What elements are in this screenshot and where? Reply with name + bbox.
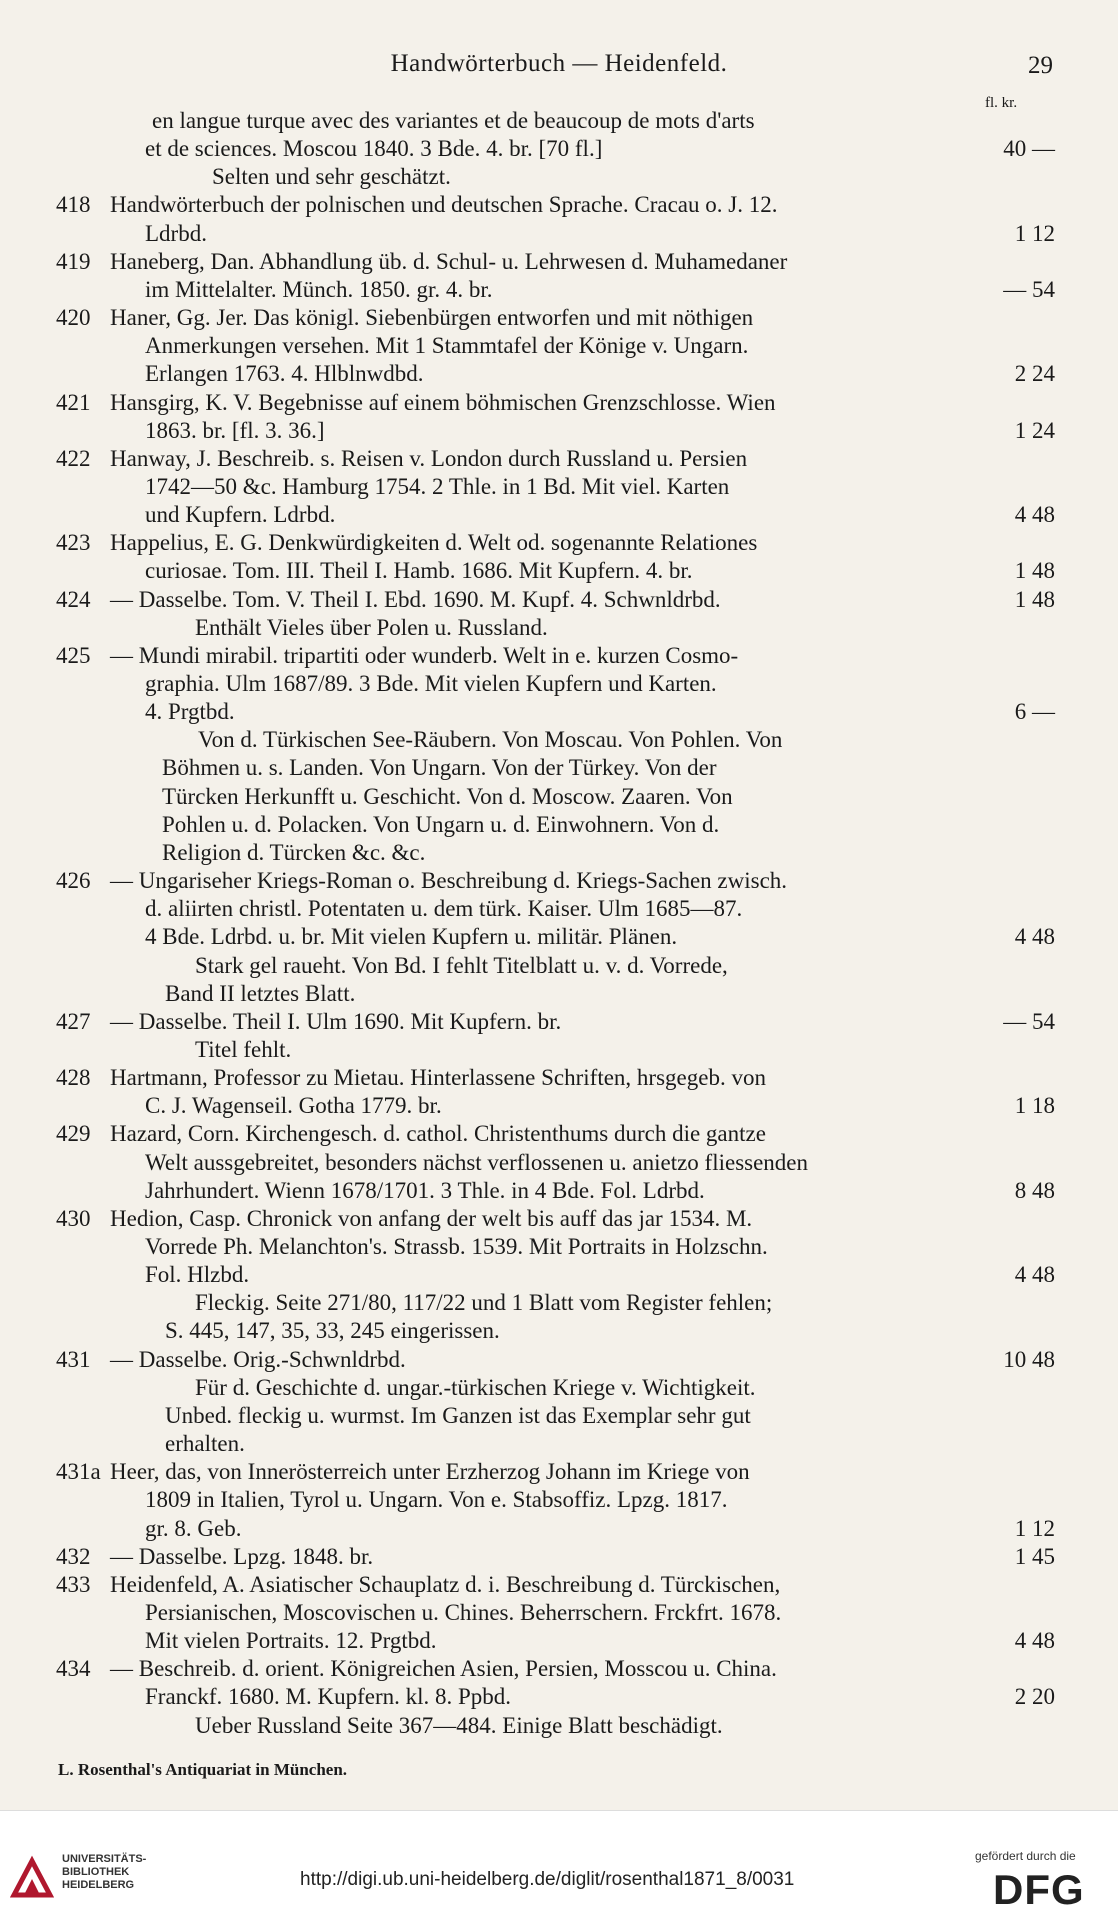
entry-text: — Dasselbe. Lpzg. 1848. br. bbox=[110, 1543, 374, 1569]
entry-text: Von d. Türkischen See-Räubern. Von Moscau. Von Pohlen. Von bbox=[198, 727, 783, 753]
institution-line: HEIDELBERG bbox=[62, 1879, 135, 1891]
entry-text: Jahrhundert. Wienn 1678/1701. 3 Thle. in 4 Bde. Fol. Ldrbd. bbox=[145, 1177, 705, 1203]
entry-text: 1809 in Italien, Tyrol u. Ungarn. Von e. Stabsoffiz. Lpzg. 1817. bbox=[145, 1487, 728, 1513]
catalog-line bbox=[0, 1684, 1118, 1714]
entry-price: 40 — bbox=[1003, 136, 1055, 162]
catalog-line bbox=[0, 1121, 1118, 1151]
entry-text: Persianischen, Moscovischen u. Chines. Beherrschern. Frckfrt. 1678. bbox=[145, 1599, 782, 1625]
entry-price: 4 48 bbox=[1014, 1628, 1055, 1654]
entry-text: — Mundi mirabil. tripartiti oder wunderb. Welt in e. kurzen Cosmo- bbox=[110, 642, 739, 668]
institution-name bbox=[62, 1853, 146, 1892]
entry-text: Erlangen 1763. 4. Hlblnwdbd. bbox=[145, 361, 424, 387]
catalog-line bbox=[0, 896, 1118, 926]
entry-price: 1 24 bbox=[1014, 417, 1055, 443]
entry-price: 4 48 bbox=[1014, 1262, 1055, 1288]
catalog-line bbox=[0, 1234, 1118, 1264]
entry-text: 4 Bde. Ldrbd. u. br. Mit vielen Kupfern u. militär. Plänen. bbox=[145, 924, 678, 950]
entry-text: erhalten. bbox=[165, 1431, 245, 1457]
catalog-line bbox=[0, 868, 1118, 898]
catalog-line bbox=[0, 1713, 1118, 1743]
entry-text: Heidenfeld, A. Asiatischer Schauplatz d. i. Beschreibung d. Türckischen, bbox=[110, 1571, 781, 1597]
entry-text: et de sciences. Moscou 1840. 3 Bde. 4. br. [70 fl.] bbox=[145, 136, 603, 162]
catalog-line bbox=[0, 1572, 1118, 1602]
catalog-line bbox=[0, 530, 1118, 560]
entry-text: Fleckig. Seite 271/80, 117/22 und 1 Blatt vom Register fehlen; bbox=[195, 1290, 773, 1316]
catalog-line bbox=[0, 587, 1118, 617]
entry-text: Pohlen u. d. Polacken. Von Ungarn u. d. Einwohnern. Von d. bbox=[162, 811, 720, 837]
catalog-line bbox=[0, 164, 1118, 194]
entry-price: 1 48 bbox=[1014, 586, 1055, 612]
catalog-line bbox=[0, 502, 1118, 532]
entry-text: Selten und sehr geschätzt. bbox=[212, 164, 451, 190]
entry-text: Böhmen u. s. Landen. Von Ungarn. Von der Türkey. Von der bbox=[162, 755, 717, 781]
entry-text: graphia. Ulm 1687/89. 3 Bde. Mit vielen Kupfern und Karten. bbox=[145, 671, 717, 696]
entry-text: en langue turque avec des variantes et de beaucoup de mots d'arts bbox=[152, 108, 755, 133]
entry-text: im Mittelalter. Münch. 1850. gr. 4. br. bbox=[145, 276, 493, 302]
catalog-line bbox=[0, 1065, 1118, 1095]
entry-text: Titel fehlt. bbox=[195, 1036, 292, 1062]
entry-text: 1863. br. [fl. 3. 36.] bbox=[145, 417, 325, 443]
entry-text: 4. Prgtbd. bbox=[145, 699, 235, 725]
publisher-footer: L. Rosenthal's Antiquariat in München. bbox=[58, 1760, 348, 1779]
entry-text: Ueber Russland Seite 367—484. Einige Blatt beschädigt. bbox=[195, 1712, 723, 1738]
catalog-line bbox=[0, 221, 1118, 251]
entry-text: Enthält Vieles über Polen u. Russland. bbox=[195, 614, 548, 640]
entry-price: 1 45 bbox=[1014, 1543, 1055, 1569]
entry-text: Für d. Geschichte d. ungar.-türkischen Kriege v. Wichtigkeit. bbox=[195, 1374, 756, 1400]
entry-number: 430 bbox=[56, 1205, 91, 1231]
entry-price: 4 48 bbox=[1014, 924, 1055, 950]
catalog-line bbox=[0, 361, 1118, 391]
entry-number: 431 bbox=[56, 1346, 91, 1372]
entry-text: Franckf. 1680. M. Kupfern. kl. 8. Ppbd. bbox=[145, 1684, 512, 1710]
catalog-line bbox=[0, 812, 1118, 842]
catalog-line bbox=[0, 1656, 1118, 1686]
entry-text: Stark gel raueht. Von Bd. I fehlt Titelblatt u. v. d. Vorrede, bbox=[195, 952, 728, 978]
catalog-line bbox=[0, 1600, 1118, 1630]
catalog-line bbox=[0, 418, 1118, 448]
catalog-line bbox=[0, 1262, 1118, 1292]
catalog-line bbox=[0, 192, 1118, 222]
entry-price: 2 24 bbox=[1014, 361, 1055, 387]
entry-text: S. 445, 147, 35, 33, 245 eingerissen. bbox=[165, 1318, 500, 1344]
permalink-url[interactable]: http://digi.ub.uni-heidelberg.de/diglit/rosenthal1871_8/0031 bbox=[300, 1869, 795, 1890]
institution-line: BIBLIOTHEK bbox=[62, 1866, 130, 1878]
entry-text: — Ungariseher Kriegs-Roman o. Beschreibung d. Kriegs-Sachen zwisch. bbox=[110, 868, 788, 894]
entry-text: — Dasselbe. Orig.-Schwnldrbd. bbox=[110, 1346, 406, 1372]
entry-price: 1 18 bbox=[1014, 1093, 1055, 1119]
page-header-title: Handwörterbuch — Heidenfeld. bbox=[390, 50, 728, 77]
entry-number: 421 bbox=[56, 389, 91, 415]
catalog-line bbox=[0, 390, 1118, 420]
catalog-line bbox=[0, 1178, 1118, 1208]
entry-number: 434 bbox=[56, 1656, 91, 1682]
catalog-line bbox=[0, 1544, 1118, 1574]
dfg-logo: DFG bbox=[993, 1866, 1085, 1913]
entry-price: 8 48 bbox=[1014, 1177, 1055, 1203]
entry-text: curiosae. Tom. III. Theil I. Hamb. 1686. Mit Kupfern. 4. br. bbox=[145, 558, 693, 584]
catalog-line bbox=[0, 277, 1118, 307]
entry-number: 423 bbox=[56, 530, 91, 556]
entry-text: Fol. Hlzbd. bbox=[145, 1262, 250, 1288]
entry-text: Haner, Gg. Jer. Das königl. Siebenbürgen entworfen und mit nöthigen bbox=[110, 305, 754, 331]
viewer-footer-bar bbox=[0, 1810, 1118, 1919]
entry-text: Hedion, Casp. Chronick von anfang der welt bis auff das jar 1534. M. bbox=[110, 1205, 753, 1231]
catalog-line bbox=[0, 1206, 1118, 1236]
catalog-line bbox=[0, 1037, 1118, 1067]
entry-text: — Beschreib. d. orient. Königreichen Asien, Persien, Mosscou u. China. bbox=[110, 1656, 777, 1682]
entry-text: gr. 8. Geb. bbox=[145, 1515, 242, 1541]
entry-text: Handwörterbuch der polnischen und deutschen Sprache. Cracau o. J. 12. bbox=[110, 192, 778, 218]
entry-text: Hazard, Corn. Kirchengesch. d. cathol. Christenthums durch die gantze bbox=[110, 1121, 766, 1147]
catalog-line bbox=[0, 1347, 1118, 1377]
catalog-line bbox=[0, 643, 1118, 673]
entry-number: 419 bbox=[56, 248, 91, 274]
entry-text: Happelius, E. G. Denkwürdigkeiten d. Welt od. sogenannte Relationes bbox=[110, 530, 758, 556]
entry-text: Religion d. Türcken &c. &c. bbox=[162, 839, 426, 865]
catalog-line bbox=[0, 446, 1118, 476]
entry-number: 431a bbox=[56, 1459, 101, 1485]
entry-text: — Dasselbe. Theil I. Ulm 1690. Mit Kupfern. br. bbox=[110, 1008, 562, 1034]
entry-number: 418 bbox=[56, 192, 91, 218]
entry-text: Anmerkungen versehen. Mit 1 Stammtafel der Könige v. Ungarn. bbox=[145, 333, 749, 359]
entry-number: 420 bbox=[56, 305, 91, 331]
entry-text: Mit vielen Portraits. 12. Prgtbd. bbox=[145, 1628, 437, 1654]
catalog-line bbox=[0, 136, 1118, 166]
catalog-line bbox=[0, 1403, 1118, 1433]
catalog-line bbox=[0, 305, 1118, 335]
catalog-line bbox=[0, 1516, 1118, 1546]
entry-text: Heer, das, von Innerösterreich unter Erzherzog Johann im Kriege von bbox=[110, 1459, 750, 1485]
catalog-line bbox=[0, 474, 1118, 504]
institution-line: UNIVERSITÄTS- bbox=[62, 1853, 147, 1865]
entry-text: Hansgirg, K. V. Begebnisse auf einem böhmischen Grenzschlosse. Wien bbox=[110, 389, 776, 415]
catalog-line bbox=[0, 1431, 1118, 1461]
entry-text: Band II letztes Blatt. bbox=[165, 980, 356, 1006]
catalog-line bbox=[0, 558, 1118, 588]
page-number: 29 bbox=[1028, 52, 1053, 79]
entry-text: 1742—50 &c. Hamburg 1754. 2 Thle. in 1 Bd. Mit viel. Karten bbox=[145, 473, 730, 499]
funder-label: gefördert durch die bbox=[975, 1849, 1076, 1863]
catalog-line bbox=[0, 1009, 1118, 1039]
catalog-line bbox=[0, 699, 1118, 729]
entry-number: 426 bbox=[56, 868, 91, 894]
entry-text: Vorrede Ph. Melanchton's. Strassb. 1539. Mit Portraits in Holzschn. bbox=[145, 1234, 768, 1259]
catalog-line bbox=[0, 1093, 1118, 1123]
entry-price: 4 48 bbox=[1014, 502, 1055, 528]
entry-price: — 54 bbox=[1003, 276, 1055, 302]
entry-number: 427 bbox=[56, 1008, 91, 1034]
currency-header: fl. kr. bbox=[985, 95, 1018, 111]
catalog-line bbox=[0, 727, 1118, 757]
entry-number: 429 bbox=[56, 1121, 91, 1147]
catalog-line bbox=[0, 249, 1118, 279]
entry-number: 428 bbox=[56, 1065, 91, 1091]
entry-text: Ldrbd. bbox=[145, 220, 207, 246]
entry-price: 1 12 bbox=[1014, 1515, 1055, 1541]
entry-number: 425 bbox=[56, 642, 91, 668]
entry-price: 1 12 bbox=[1014, 220, 1055, 246]
catalog-line bbox=[0, 1375, 1118, 1405]
entry-number: 432 bbox=[56, 1543, 91, 1569]
entry-text: — Dasselbe. Tom. V. Theil I. Ebd. 1690. M. Kupf. 4. Schwnldrbd. bbox=[110, 586, 721, 612]
catalog-line bbox=[0, 1318, 1118, 1348]
catalog-line bbox=[0, 924, 1118, 954]
catalog-line bbox=[0, 1150, 1118, 1180]
entry-text: und Kupfern. Ldrbd. bbox=[145, 502, 336, 528]
catalog-line bbox=[0, 953, 1118, 983]
university-library-logo-icon bbox=[10, 1855, 54, 1899]
catalog-line bbox=[0, 755, 1118, 785]
entry-price: 6 — bbox=[1014, 699, 1055, 725]
entry-price: 1 48 bbox=[1014, 558, 1055, 584]
catalog-line bbox=[0, 615, 1118, 645]
catalog-line bbox=[0, 671, 1118, 701]
catalog-line bbox=[0, 1628, 1118, 1658]
entry-price: 10 48 bbox=[1003, 1346, 1055, 1372]
catalog-line bbox=[0, 108, 1118, 138]
catalog-line bbox=[0, 1290, 1118, 1320]
entry-text: Unbed. fleckig u. wurmst. Im Ganzen ist das Exemplar sehr gut bbox=[165, 1402, 751, 1428]
entry-text: Welt aussgebreitet, besonders nächst verflossenen u. anietzo fliessenden bbox=[145, 1149, 809, 1175]
catalog-line bbox=[0, 333, 1118, 363]
catalog-line bbox=[0, 981, 1118, 1011]
entry-text: d. aliirten christl. Potentaten u. dem türk. Kaiser. Ulm 1685—87. bbox=[145, 896, 743, 922]
catalog-line bbox=[0, 784, 1118, 814]
catalog-line bbox=[0, 1459, 1118, 1489]
entry-number: 422 bbox=[56, 445, 91, 471]
entry-price: 2 20 bbox=[1014, 1684, 1055, 1710]
catalog-line bbox=[0, 840, 1118, 870]
entry-text: Haneberg, Dan. Abhandlung üb. d. Schul- u. Lehrwesen d. Muhamedaner bbox=[110, 248, 788, 274]
entry-text: C. J. Wagenseil. Gotha 1779. br. bbox=[145, 1093, 442, 1119]
catalog-line bbox=[0, 1487, 1118, 1517]
entry-number: 433 bbox=[56, 1571, 91, 1597]
entry-price: — 54 bbox=[1003, 1008, 1055, 1034]
entry-text: Türcken Herkunfft u. Geschicht. Von d. Moscow. Zaaren. Von bbox=[162, 783, 733, 809]
entry-text: Hanway, J. Beschreib. s. Reisen v. London durch Russland u. Persien bbox=[110, 445, 748, 471]
entry-text: Hartmann, Professor zu Mietau. Hinterlassene Schriften, hrsgegeb. von bbox=[110, 1065, 766, 1091]
entry-number: 424 bbox=[56, 586, 91, 612]
